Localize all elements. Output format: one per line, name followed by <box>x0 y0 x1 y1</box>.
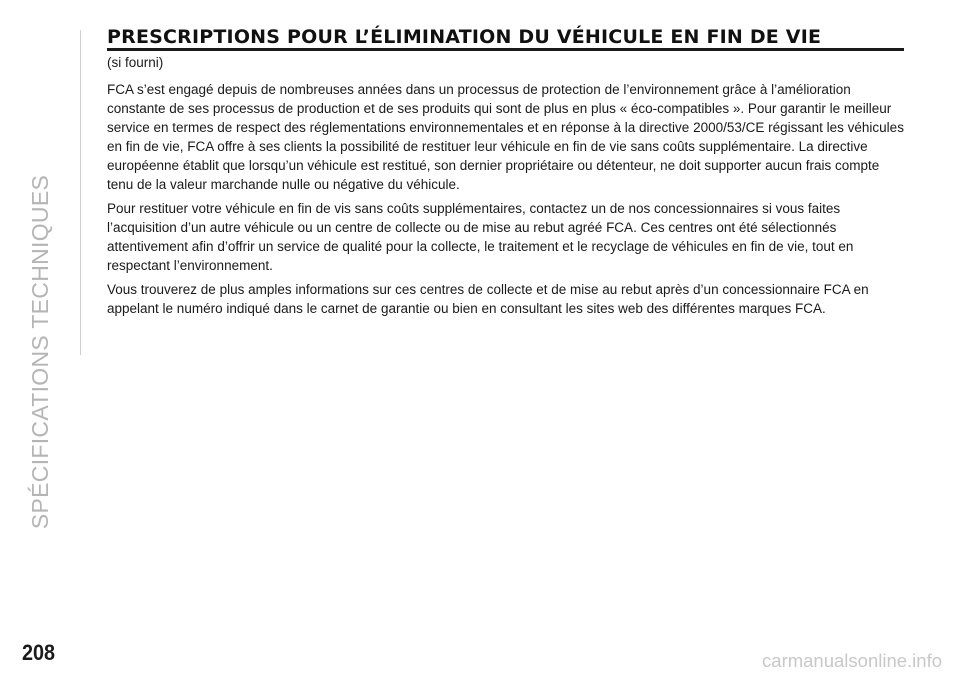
watermark-text: carmanualsonline.info <box>762 650 942 671</box>
section-subtitle: (si fourni) <box>107 55 164 70</box>
main-content <box>107 28 904 323</box>
body-paragraph-1: FCA s’est engagé depuis de nombreuses années dans un processus de protection de l’environnement grâce à l’amélioration constante de ses processus de production et de ses produits qui sont de plus en plus « éco-compatibles ». Pour garantir le meilleur service en termes de respect des réglementations environnementales et en réponse à la directive 2000/53/CE régissant les véhicules en fin de vie, FCA offre à ses clients la possibilité de restituer leur véhicule en fin de vie sans coûts supplémentaire. La directive européenne établit que lorsqu’un véhicule est restitué, son dernier propriétaire ou détenteur, ne doit supporter aucun frais compte tenu de la valeur marchande nulle ou négative du véhicule. <box>107 82 904 192</box>
side-divider <box>80 30 81 355</box>
body-paragraph-2: Pour restituer votre véhicule en fin de vis sans coûts supplémentaires, contactez un de nos concessionnaires si vous faites l’acquisition d’un autre véhicule ou un centre de collecte ou de mise au rebut agréé FCA. Ces centres ont été sélectionnés attentivement afin d’offrir un service de qualité pour la collecte, le traitement et le recyclage de véhicules en fin de vie, tout en respectant l’environnement. <box>107 201 854 273</box>
page-number: 208 <box>22 640 56 665</box>
section-title: PRESCRIPTIONS POUR L’ÉLIMINATION DU VÉHICULE EN FIN DE VIE <box>107 28 904 51</box>
body-paragraph-3: Vous trouverez de plus amples informations sur ces centres de collecte et de mise au rebut après d’un concessionnaire FCA en appelant le numéro indiqué dans le carnet de garantie ou bien en consultant les sites web des différentes marques FCA. <box>107 282 869 316</box>
section-side-label: SPÉCIFICATIONS TECHNIQUES <box>27 174 53 530</box>
